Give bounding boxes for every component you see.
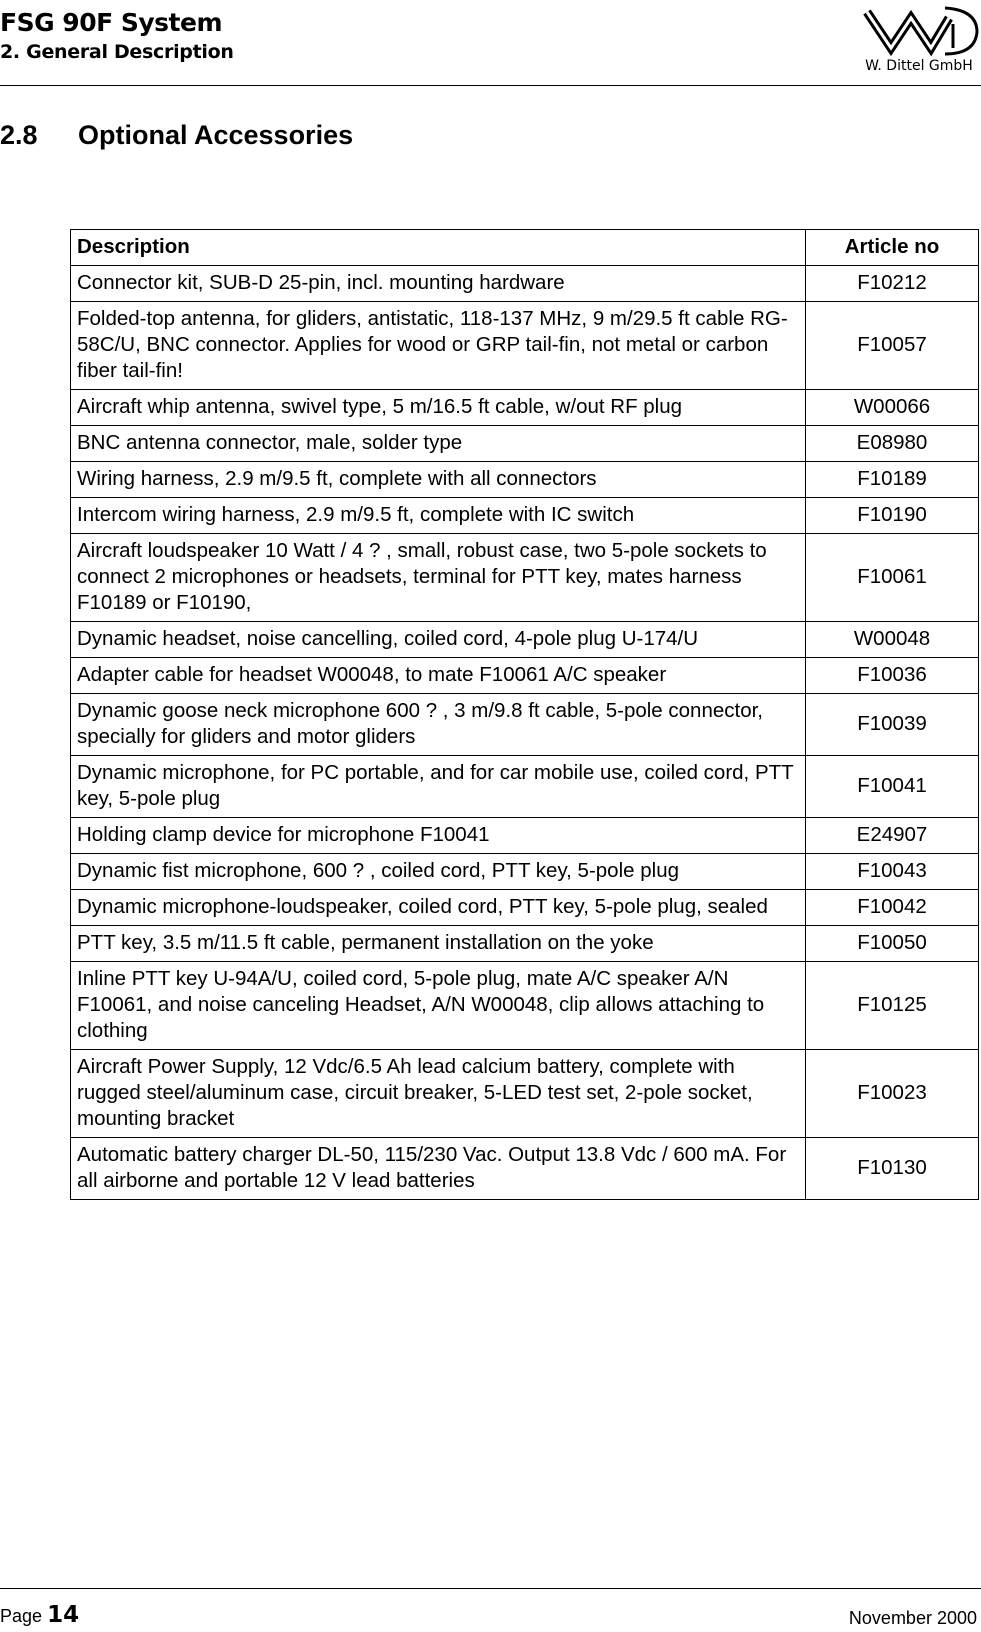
accessory-description: Intercom wiring harness, 2.9 m/9.5 ft, complete with IC switch (71, 498, 806, 534)
accessory-description: Aircraft whip antenna, swivel type, 5 m/16.5 ft cable, w/out RF plug (71, 390, 806, 426)
accessory-description: Dynamic microphone-loudspeaker, coiled cord, PTT key, 5-pole plug, sealed (71, 890, 806, 926)
table-row (71, 854, 979, 890)
section-number: 2.8 (0, 120, 38, 150)
article-number: E08980 (806, 426, 979, 462)
table-row (71, 818, 979, 854)
header-divider (0, 85, 981, 86)
article-number: F10043 (806, 854, 979, 890)
table-row (71, 498, 979, 534)
article-number: F10190 (806, 498, 979, 534)
accessory-description: Dynamic goose neck microphone 600 ? , 3 m/9.8 ft cable, 5-pole connector, specially for gliders and motor gliders (71, 694, 806, 756)
accessory-description: Folded-top antenna, for gliders, antistatic, 118-137 MHz, 9 m/29.5 ft cable RG-58C/U, BNC connector. Applies for wood or GRP tail-fin, not metal or carbon fiber tail-fin! (71, 302, 806, 390)
page-label: Page (0, 1606, 43, 1626)
table-row (71, 694, 979, 756)
company-name: W. Dittel GmbH (865, 58, 973, 74)
article-number: W00066 (806, 390, 979, 426)
accessory-description: Dynamic microphone, for PC portable, and for car mobile use, coiled cord, PTT key, 5-pole plug (71, 756, 806, 818)
table-row (71, 462, 979, 498)
accessory-description: PTT key, 3.5 m/11.5 ft cable, permanent installation on the yoke (71, 926, 806, 962)
accessory-description: Dynamic fist microphone, 600 ? , coiled cord, PTT key, 5-pole plug (71, 854, 806, 890)
accessory-description: Dynamic headset, noise cancelling, coiled cord, 4-pole plug U-174/U (71, 622, 806, 658)
article-number: F10039 (806, 694, 979, 756)
accessory-description: Connector kit, SUB-D 25-pin, incl. mounting hardware (71, 266, 806, 302)
table-row (71, 1050, 979, 1138)
article-number: F10061 (806, 534, 979, 622)
table-row (71, 302, 979, 390)
chapter-subtitle: 2. General Description (0, 41, 234, 63)
accessory-description: Adapter cable for headset W00048, to mate F10061 A/C speaker (71, 658, 806, 694)
accessories-table (70, 229, 979, 1200)
company-logo (857, 0, 973, 78)
article-number: F10125 (806, 962, 979, 1050)
accessory-description: Automatic battery charger DL-50, 115/230 Vac. Output 13.8 Vdc / 600 mA. For all airborne and portable 12 V lead batteries (71, 1138, 806, 1200)
table-row (71, 658, 979, 694)
article-number: E24907 (806, 818, 979, 854)
document-date: November 2000 (848, 1608, 977, 1628)
document-title: FSG 90F System (0, 8, 223, 37)
accessory-description: Holding clamp device for microphone F10041 (71, 818, 806, 854)
article-number: F10041 (806, 756, 979, 818)
table-row (71, 962, 979, 1050)
article-number: F10057 (806, 302, 979, 390)
footer-divider (0, 1588, 981, 1589)
accessory-description: Aircraft loudspeaker 10 Watt / 4 ? , small, robust case, two 5-pole sockets to connect 2 microphones or headsets, terminal for PTT key, mates harness F10189 or F10190, (71, 534, 806, 622)
accessory-description: BNC antenna connector, male, solder type (71, 426, 806, 462)
accessory-description: Wiring harness, 2.9 m/9.5 ft, complete with all connectors (71, 462, 806, 498)
table-row (71, 1138, 979, 1200)
accessory-description: Aircraft Power Supply, 12 Vdc/6.5 Ah lead calcium battery, complete with rugged steel/aluminum case, circuit breaker, 5-LED test set, 2-pole socket, mounting bracket (71, 1050, 806, 1138)
column-header-description: Description (71, 230, 806, 266)
table-row (71, 622, 979, 658)
table-row (71, 756, 979, 818)
article-number: F10212 (806, 266, 979, 302)
section-title: Optional Accessories (78, 120, 354, 150)
table-body (71, 266, 979, 1200)
article-number: F10050 (806, 926, 979, 962)
table-row (71, 266, 979, 302)
accessory-description: Inline PTT key U-94A/U, coiled cord, 5-pole plug, mate A/C speaker A/N F10061, and noise canceling Headset, A/N W00048, clip allows attaching to clothing (71, 962, 806, 1050)
table-row (71, 426, 979, 462)
article-number: F10042 (806, 890, 979, 926)
table-row (71, 926, 979, 962)
article-number: F10036 (806, 658, 979, 694)
table-row (71, 534, 979, 622)
section-heading (0, 118, 353, 152)
article-number: F10189 (806, 462, 979, 498)
page-indicator (0, 1602, 79, 1629)
table-header-row (71, 230, 979, 266)
column-header-article: Article no (806, 230, 979, 266)
article-number: W00048 (806, 622, 979, 658)
article-number: F10130 (806, 1138, 979, 1200)
wd-logo-icon (861, 2, 979, 58)
article-number: F10023 (806, 1050, 979, 1138)
page-number: 14 (47, 1602, 80, 1628)
table-row (71, 390, 979, 426)
table-row (71, 890, 979, 926)
